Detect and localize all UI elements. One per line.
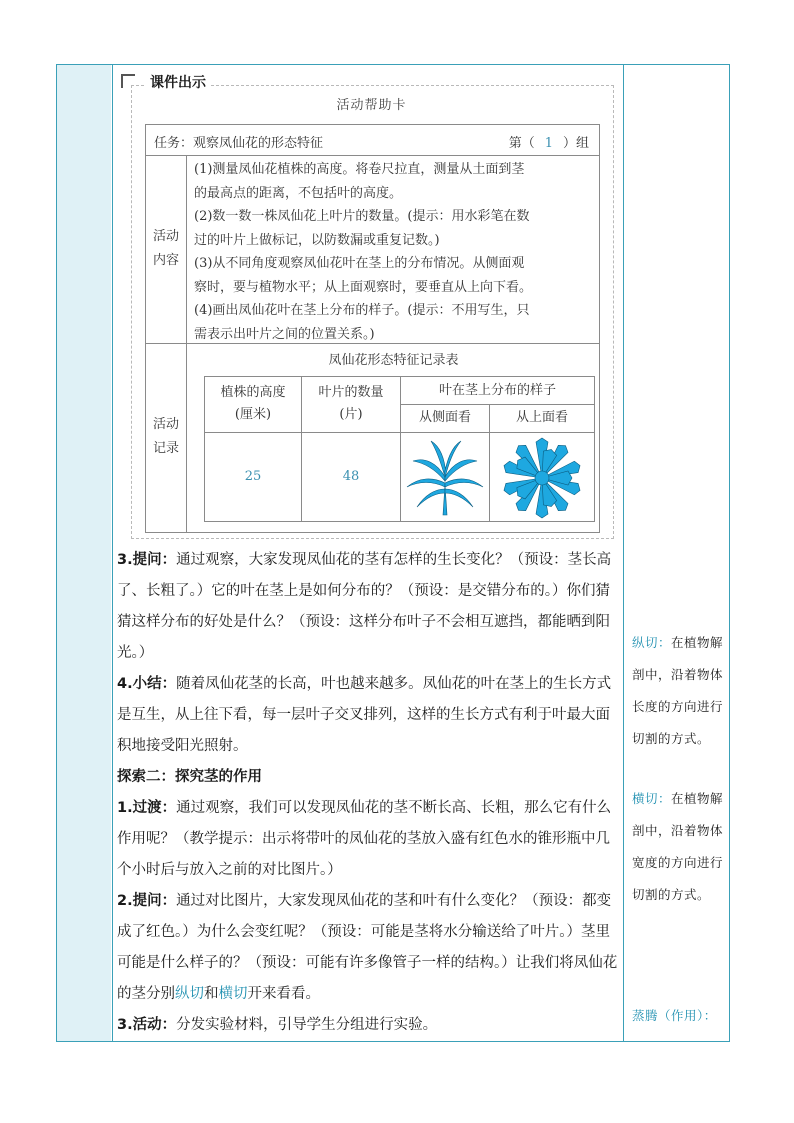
content-line: (2)数一数一株凤仙花上叶片的数量。(提示：用水彩笔在数 xyxy=(194,209,530,224)
header-leaf-count: 叶片的数量 (片) xyxy=(318,385,384,422)
task-text: 任务：观察凤仙花的形态特征 xyxy=(154,136,324,151)
paragraph-transition: 1.过渡：通过观察，我们可以发现凤仙花的茎不断长高、长粗，那么它有什么作用呢？（教学提示：出示将带叶的凤仙花的茎放入盛有红色水的锥形瓶中几个小时后与放入之前的对比图片。） xyxy=(117,800,612,878)
header-side-view: 从侧面看 xyxy=(418,410,471,425)
content-line: (3)从不同角度观察凤仙花叶在茎上的分布情况。从侧面观 xyxy=(194,256,525,271)
frame-top-line xyxy=(56,64,730,65)
header-leaf-distribution: 叶在茎上分布的样子 xyxy=(438,383,556,398)
paragraph-summary: 4.小结：随着凤仙花茎的长高，叶也越来越多。凤仙花的叶在茎上的生长方式是互生，从上往下看，每一层叶子交叉排列，这样的生长方式有利于叶最大面积地接受阳光照射。 xyxy=(117,676,612,754)
leaf-count-value: 48 xyxy=(342,469,360,484)
content-line: 需表示出叶片之间的位置关系。) xyxy=(194,326,375,342)
record-table xyxy=(204,376,595,522)
content-line: (4)画出凤仙花叶在茎上分布的样子。(提示：不用写生，只 xyxy=(194,303,530,318)
frame-left-line xyxy=(56,64,57,1042)
header-top-view: 从上面看 xyxy=(515,410,568,425)
paragraph-question-2: 2.提问：通过对比图片，大家发现凤仙花的茎和叶有什么变化？（预设：都变成了红色。）为什么会变红呢？（预设：可能是茎将水分输送给了叶片。）茎里可能是什么样子的？（预设：可能有许多像管子一样的结构。）让我们将凤仙花的茎分别纵切和横切开来看看。 xyxy=(117,893,618,1002)
keyword-zongqie: 纵切 xyxy=(175,986,204,1002)
activity-content xyxy=(194,158,592,346)
group-value: 1 xyxy=(544,136,553,151)
frame-right-line xyxy=(729,64,730,1042)
content-line: (1)测量凤仙花植株的高度。将卷尺拉直，测量从土面到茎 xyxy=(194,162,525,177)
lesson-body xyxy=(117,545,619,1041)
paragraph-activity: 3.活动：分发实验材料，引导学生分组进行实验。 xyxy=(117,1017,438,1033)
activity-help-card xyxy=(145,124,600,533)
record-table-title: 凤仙花形态特征记录表 xyxy=(328,353,459,368)
note-hengqie: 横切：在植物解剖中，沿着物体宽度的方向进行切割的方式。 xyxy=(632,791,724,902)
section-title: 探索二：探究茎的作用 xyxy=(117,769,262,785)
header-plant-height: 植株的高度 (厘米) xyxy=(220,385,286,422)
keyword-hengqie: 横切 xyxy=(218,986,248,1002)
note-zongqie: 纵切：在植物解剖中，沿着物体长度的方向进行切割的方式。 xyxy=(632,635,724,746)
plant-side-view-icon xyxy=(405,437,485,517)
card-title: 活动帮助卡 xyxy=(336,98,407,113)
corner-bracket-icon xyxy=(121,74,135,88)
plant-top-view-icon xyxy=(501,437,583,519)
content-line: 的最高点的距离，不包括叶的高度。 xyxy=(194,185,403,201)
frame-bottom-line xyxy=(56,1041,730,1042)
frame-notes-divider xyxy=(623,64,624,1042)
content-line: 过的叶片上做标记，以防数漏或重复记数。) xyxy=(194,232,440,248)
plant-height-value: 25 xyxy=(244,469,262,484)
paragraph-question: 3.提问：通过观察，大家发现凤仙花的茎有怎样的生长变化？（预设：茎长高了、长粗了。）它的叶在茎上是如何分布的？（预设：是交错分布的。）你们猜猜这样分布的好处是什么？（预设：这样分布叶子不会相互遮挡，都能晒到阳光。） xyxy=(117,552,612,661)
content-line: 察时，要与植物水平；从上面观察时，要垂直从上向下看。 xyxy=(194,279,533,295)
courseware-label: 课件出示 xyxy=(146,72,210,92)
activity-record-label: 活动 记录 xyxy=(152,417,179,456)
note-zhengteng: 蒸腾（作用）： xyxy=(632,1008,717,1023)
group-number: 第（ 1 ）组 xyxy=(508,136,589,151)
left-margin-band xyxy=(57,65,111,1041)
activity-content-label: 活动 内容 xyxy=(152,229,179,268)
frame-inner-left-line xyxy=(112,64,113,1042)
